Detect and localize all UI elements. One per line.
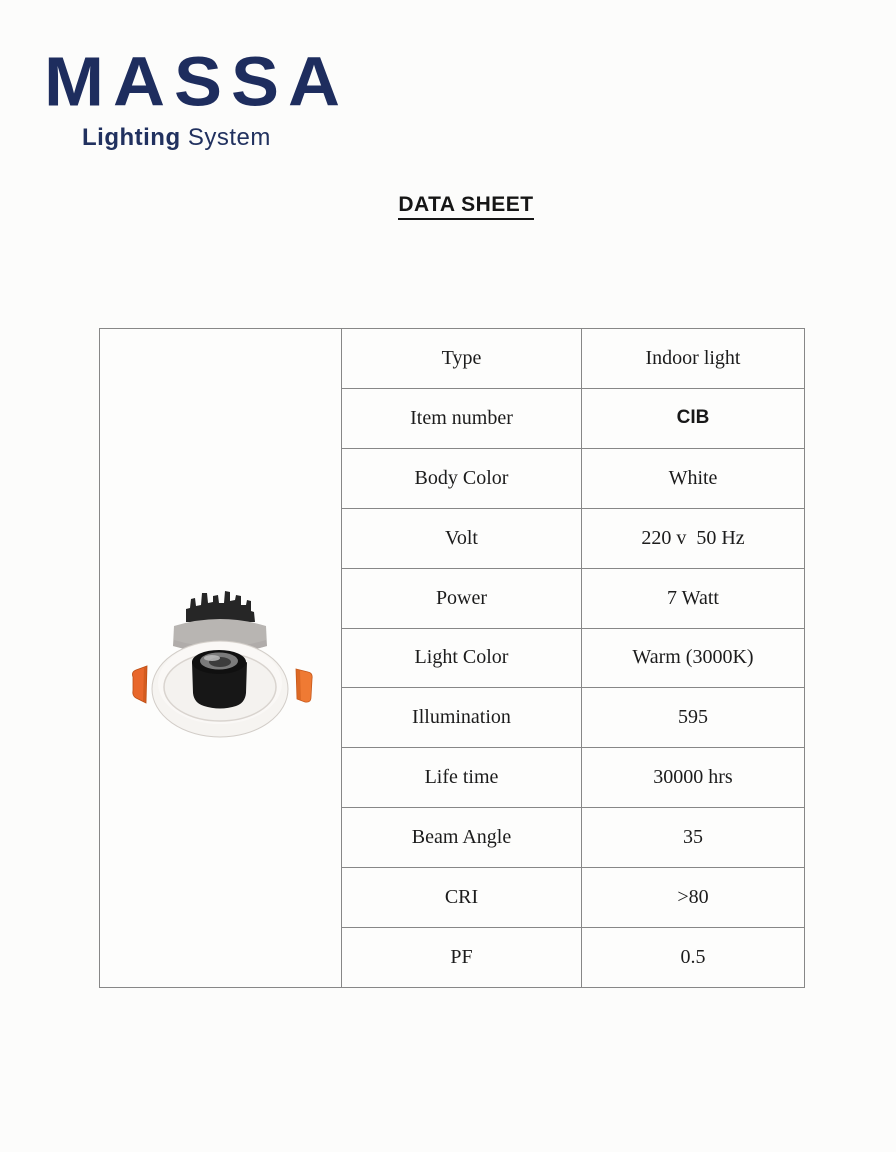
spec-label: Illumination xyxy=(342,688,582,747)
heatsink-fins xyxy=(186,591,255,622)
spec-value: Indoor light xyxy=(645,346,741,369)
table-row xyxy=(342,868,804,928)
table-row xyxy=(342,928,804,987)
page-title: DATA SHEET xyxy=(398,193,533,220)
spec-label: Volt xyxy=(342,509,582,568)
table-row xyxy=(342,688,804,748)
spec-value: >80 xyxy=(677,886,709,909)
table-row xyxy=(342,808,804,868)
spec-rows xyxy=(342,329,804,987)
tagline-system: System xyxy=(187,124,271,151)
table-row xyxy=(342,629,804,689)
spec-value: White xyxy=(668,466,718,489)
spec-value: 7 Watt xyxy=(667,586,719,609)
spec-label: Body Color xyxy=(342,449,582,508)
spec-label: Beam Angle xyxy=(342,808,582,867)
brand-name: MASSA xyxy=(44,44,350,121)
downlight-product-image xyxy=(120,582,320,742)
spec-value: 35 xyxy=(683,826,703,849)
spec-label: PF xyxy=(342,928,582,987)
spec-label: Life time xyxy=(342,748,582,807)
brand-tagline xyxy=(82,124,349,152)
spec-value: 595 xyxy=(678,706,708,729)
table-row xyxy=(342,389,804,449)
tagline-lighting: Lighting xyxy=(82,124,181,151)
spec-label: Power xyxy=(342,569,582,628)
spec-label: Type xyxy=(342,329,582,388)
title-container xyxy=(36,193,896,220)
product-image-cell xyxy=(100,329,342,987)
table-row xyxy=(342,329,804,389)
spec-value: 30000 hrs xyxy=(653,766,733,789)
spec-label: CRI xyxy=(342,868,582,927)
spec-label: Item number xyxy=(342,389,582,448)
table-row xyxy=(342,509,804,569)
lens-glint xyxy=(204,655,220,661)
spec-value: CIB xyxy=(676,407,710,429)
table-row xyxy=(342,449,804,509)
table-row xyxy=(342,748,804,808)
spec-value: Warm (3000K) xyxy=(632,646,754,669)
spec-label: Light Color xyxy=(342,629,582,688)
table-row xyxy=(342,569,804,629)
spec-value: 220 v 50 Hz xyxy=(641,526,745,549)
massa-logo xyxy=(44,44,350,152)
spec-table xyxy=(99,328,805,988)
spec-value: 0.5 xyxy=(680,946,706,969)
